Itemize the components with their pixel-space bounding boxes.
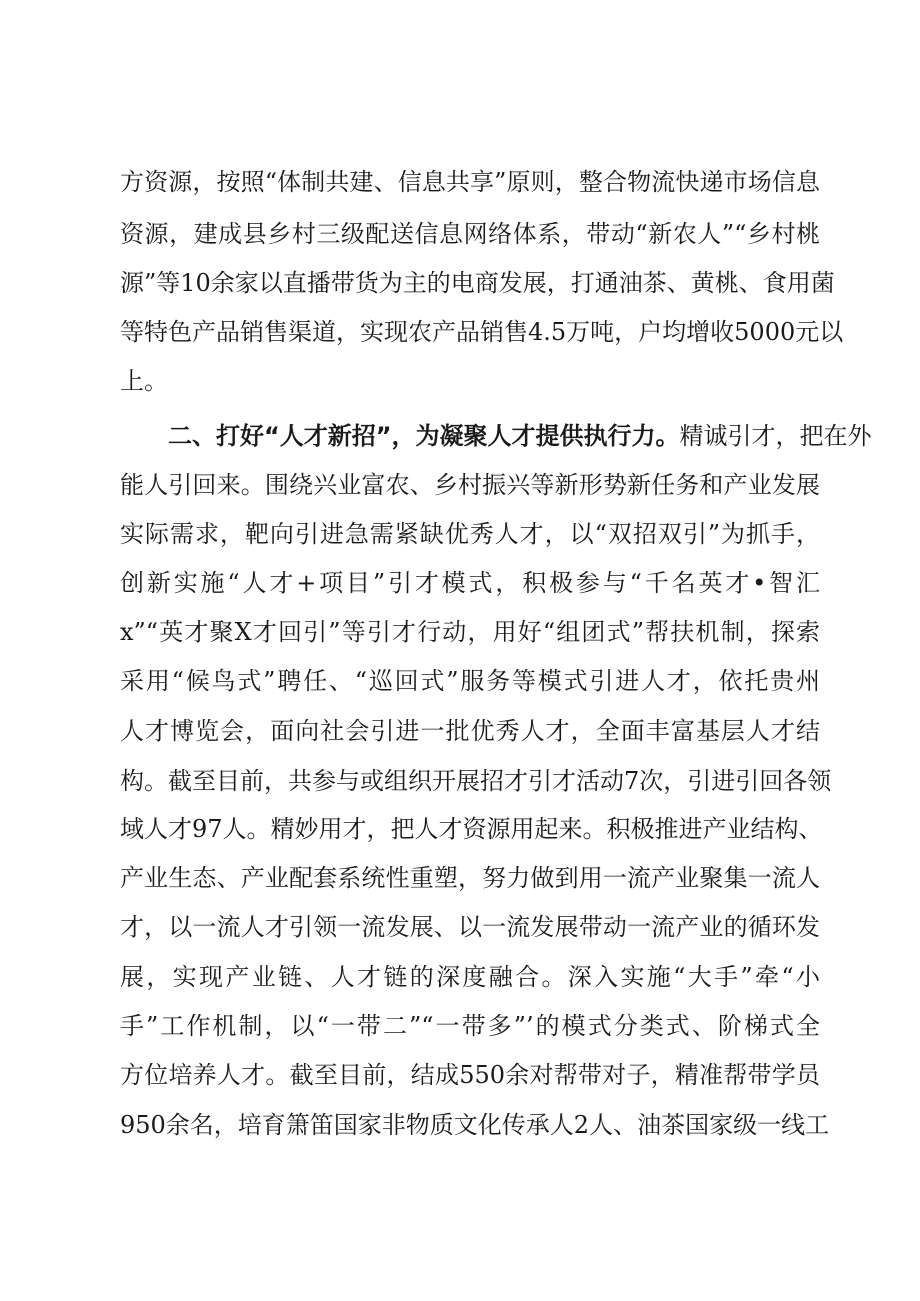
paragraph2-line-1-rest: 精诚引才，把在外 [679,422,872,450]
section-heading: 二、打好“人才新招”，为凝聚人才提供执行力。 [168,422,680,450]
paragraph2-line-6: 采用“候鸟式”聘任、“巡回式”服务等模式引进人才，依托贵州 [120,667,820,695]
paragraph2-line-7: 人才博览会，面向社会引进一批优秀人才，全面丰富基层人才结 [120,717,820,745]
paragraph2-line-15: 950余名，培育箫笛国家非物质文化传承人2人、油茶国家级一线工 [120,1111,830,1139]
paragraph1-line-1: 方资源，按照“体制共建、信息共享”原则，整合物流快递市场信息 [120,168,820,196]
paragraph2-line-14: 方位培养人才。截至目前，结成550余对帮带对子，精准帮带学员 [120,1061,820,1089]
paragraph2-line-10: 产业生态、产业配套系统性重塑，努力做到用一流产业聚集一流人 [120,864,820,892]
paragraph1-line-4: 等特色产品销售渠道，实现农产品销售4.5万吨，户均增收5000元以 [120,318,844,346]
paragraph2-line-12: 展，实现产业链、人才链的深度融合。深入实施“大手”牵“小 [120,963,820,991]
paragraph2-line-1 [168,416,872,456]
paragraph2-line-8: 构。截至目前，共参与或组织开展招才引才活动7次，引进引回各领 [120,767,832,795]
paragraph2-line-3: 实际需求，靶向引进急需紧缺优秀人才，以“双招双引”为抓手， [120,520,820,548]
paragraph2-line-13: 手”工作机制，以“一带二”“一带多”’的模式分类式、阶梯式全 [120,1012,820,1040]
paragraph2-line-4: 创新实施“人才+项目”引才模式，积极参与“千名英才•智汇 [120,569,820,597]
paragraph2-line-2: 能人引回来。围绕兴业富农、乡村振兴等新形势新任务和产业发展 [120,471,820,499]
paragraph2-line-9: 域人才97人。精妙用才，把人才资源用起来。积极推进产业结构、 [120,815,823,843]
paragraph1-line-5: 上。 [120,367,168,395]
paragraph2-line-11: 才，以一流人才引领一流发展、以一流发展带动一流产业的循环发 [120,913,820,941]
paragraph1-line-2: 资源，建成县乡村三级配送信息网络体系，带动“新农人”“乡村桃 [120,220,820,248]
paragraph1-line-3: 源”等10余家以直播带货为主的电商发展，打通油茶、黄桃、食用菌 [120,269,835,297]
paragraph2-line-5: x”“英才聚X才回引”等引才行动，用好“组团式”帮扶机制，探索 [120,618,820,646]
